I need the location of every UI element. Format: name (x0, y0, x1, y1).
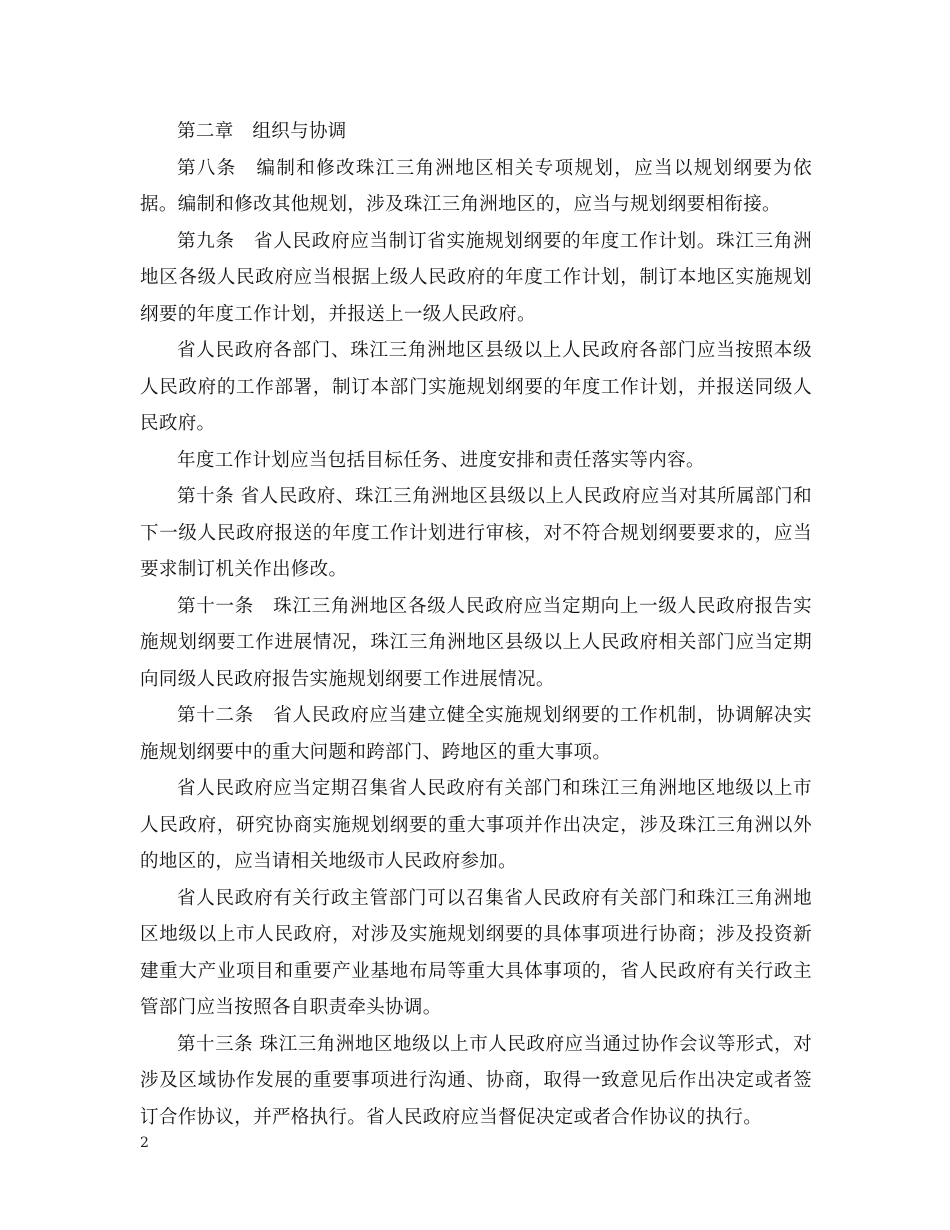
article-9-paragraph-2: 省人民政府各部门、珠江三角洲地区县级以上人民政府各部门应当按照本级人民政府的工作部署，制订本部门实施规划纲要的年度工作计划，并报送同级人民政府。 (140, 340, 812, 434)
article-12-paragraph: 第十二条 省人民政府应当建立健全实施规划纲要的工作机制，协调解决实施规划纲要中的重大问题和跨部门、跨地区的重大事项。 (140, 705, 812, 763)
chapter-heading: 第二章 组织与协调 (177, 121, 347, 142)
article-13-paragraph: 第十三条 珠江三角洲地区地级以上市人民政府应当通过协作会议等形式，对涉及区域协作发展的重要事项进行沟通、协商，取得一致意见后作出决定或者签订合作协议，并严格执行。省人民政府应当督促决定或者合作协议的执行。 (140, 1033, 812, 1128)
page-number: 2 (140, 1135, 149, 1151)
article-8-paragraph: 第八条 编制和修改珠江三角洲地区相关专项规划，应当以规划纲要为依据。编制和修改其他规划，涉及珠江三角洲地区的，应当与规划纲要相衔接。 (140, 157, 812, 215)
article-9-paragraph: 第九条 省人民政府应当制订省实施规划纲要的年度工作计划。珠江三角洲地区各级人民政府应当根据上级人民政府的年度工作计划，制订本地区实施规划纲要的年度工作计划，并报送上一级人民政府。 (140, 230, 812, 325)
document-body (140, 114, 812, 1136)
article-10-paragraph: 第十条 省人民政府、珠江三角洲地区县级以上人民政府应当对其所属部门和下一级人民政府报送的年度工作计划进行审核，对不符合规划纲要要求的，应当要求制订机关作出修改。 (140, 486, 812, 580)
article-11-paragraph: 第十一条 珠江三角洲地区各级人民政府应当定期向上一级人民政府报告实施规划纲要工作进展情况，珠江三角洲地区县级以上人民政府相关部门应当定期向同级人民政府报告实施规划纲要工作进展情况。 (140, 595, 812, 690)
article-12-paragraph-2: 省人民政府应当定期召集省人民政府有关部门和珠江三角洲地区地级以上市人民政府，研究协商实施规划纲要的重大事项并作出决定，涉及珠江三角洲以外的地区的，应当请相关地级市人民政府参加。 (140, 778, 812, 872)
article-12-paragraph-3: 省人民政府有关行政主管部门可以召集省人民政府有关部门和珠江三角洲地区地级以上市人民政府，对涉及实施规划纲要的具体事项进行协商；涉及投资新建重大产业项目和重要产业基地布局等重大具体事项的，省人民政府有关行政主管部门应当按照各自职责牵头协调。 (140, 887, 812, 1018)
article-9-paragraph-3: 年度工作计划应当包括目标任务、进度安排和责任落实等内容。 (177, 449, 705, 471)
